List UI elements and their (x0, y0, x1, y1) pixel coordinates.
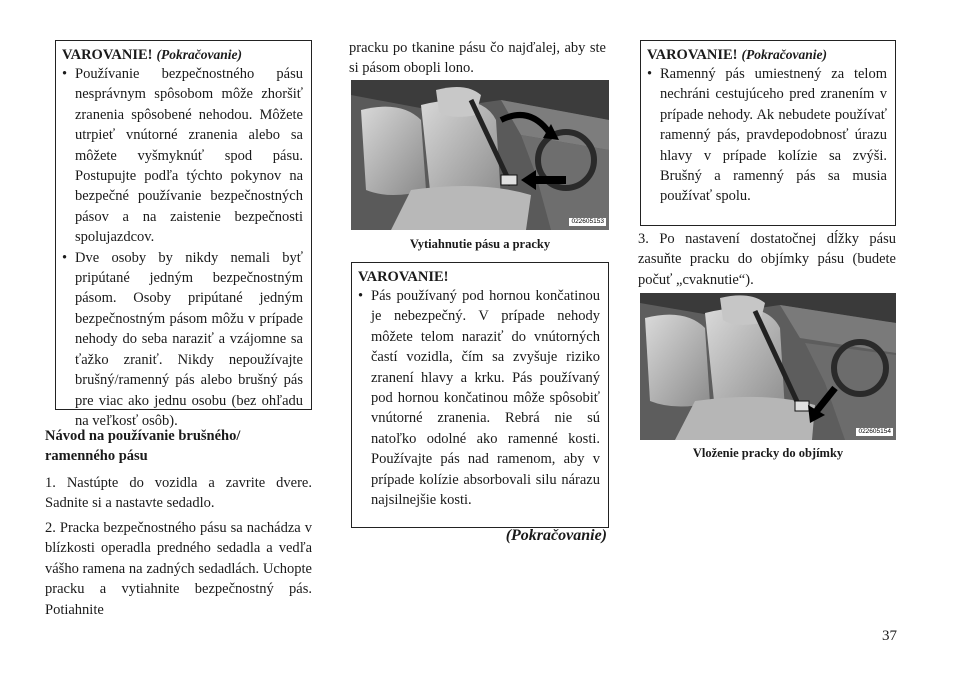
warning-box (351, 262, 609, 528)
seatbelt-pull-illustration (351, 80, 609, 230)
step-3-text: 3. Po nastavení dostatočnej dĺžky pásu zasuňte pracku do objímky pásu (budete počuť „cvaknutie“). (638, 231, 896, 288)
warning-heading (647, 46, 887, 64)
warning-bullet: • Používanie bezpečnostného pásu nesprávnym spôsobom môže zhoršiť zranenia spôsobené nehodou. Môžete utrpieť vnútorné zranenia alebo sa môžete vyšmyknúť spod pásu. Postupujte podľa týchto pokynov na bezpečné používanie bezpečnostných pásov a na zaistenie bezpečnosti spolujazdcov. (62, 64, 303, 248)
warning-box-continued-left (55, 40, 312, 429)
warning-continued-label: (Pokračovanie) (741, 47, 827, 62)
warning-title: VAROVANIE! (358, 269, 449, 285)
continued-label: (Pokračovanie) (505, 527, 607, 544)
step-2-continued-text: pracku po tkanine pásu čo najďalej, aby ste si pásom obopli lono. (349, 40, 606, 77)
page-number: 37 (882, 628, 897, 644)
figure-caption: Vloženie pracky do objímky (692, 446, 844, 460)
warning-bullet: • Pás používaný pod hornou končatinou je nebezpečný. V prípade nehody môžete telom naraziť do vnútorných častí vozidla, čím sa zvyšuje riziko zranení hlavy a krku. Pás používaný pod hornou končatinou môže spôsobiť vnútorné zranenia. Rebrá nie sú natoľko odolné ako ramenné kosti. Používajte pás nad ramenom, aby v prípade kolízie absorbovali silu nárazu najsilnejšie kosti. (358, 286, 600, 510)
warning-bullet: • Dve osoby by nikdy nemali byť pripútané jedným bezpečnostným pásom. Osoby pripútané jedným bezpečnostným pásom môžu v prípade nehody do seba naraziť a vzájomne sa ťažko zraniť. Nikdy nepoužívajte brušný/ramenný pás alebo brušný pás pre viac ako jednu osobu (bez ohľadu na veľkosť osôb). (62, 248, 303, 432)
warning-title: VAROVANIE! (647, 47, 738, 63)
section-heading: Návod na používanie brušného/ ramenného pásu (45, 428, 241, 465)
step-1-text: 1. Nastúpte do vozidla a zavrite dvere. Sadnite si a nastavte sedadlo. (45, 475, 312, 512)
warning-box-continued-right (640, 40, 896, 226)
warning-bullet: • Ramenný pás umiestnený za telom nechráni cestujúceho pred zranením v prípade nehody. Ak nebudete používať ramenný pás, pravdepodobnosť úrazu hlavy v prípade kolízie sa zvýši. Brušný a ramenný pás sa musia používať spolu. (647, 64, 887, 207)
warning-continued-label: (Pokračovanie) (156, 47, 242, 62)
warning-heading (358, 268, 600, 286)
warning-heading (62, 46, 303, 64)
figure-caption: Vytiahnutie pásu a pracky (409, 237, 551, 251)
warning-title: VAROVANIE! (62, 47, 153, 63)
figure-code: 022605154 (858, 428, 891, 435)
buckle-insert-illustration (640, 293, 896, 440)
figure-code: 022605153 (571, 218, 604, 225)
step-2-text: 2. Pracka bezpečnostného pásu sa nachádza v blízkosti operadla predného sedadla a vedľa vášho ramena na zadných sedadlách. Uchopte pracku a vytiahnite bezpečnostný pás. Potiahnite (45, 520, 312, 618)
